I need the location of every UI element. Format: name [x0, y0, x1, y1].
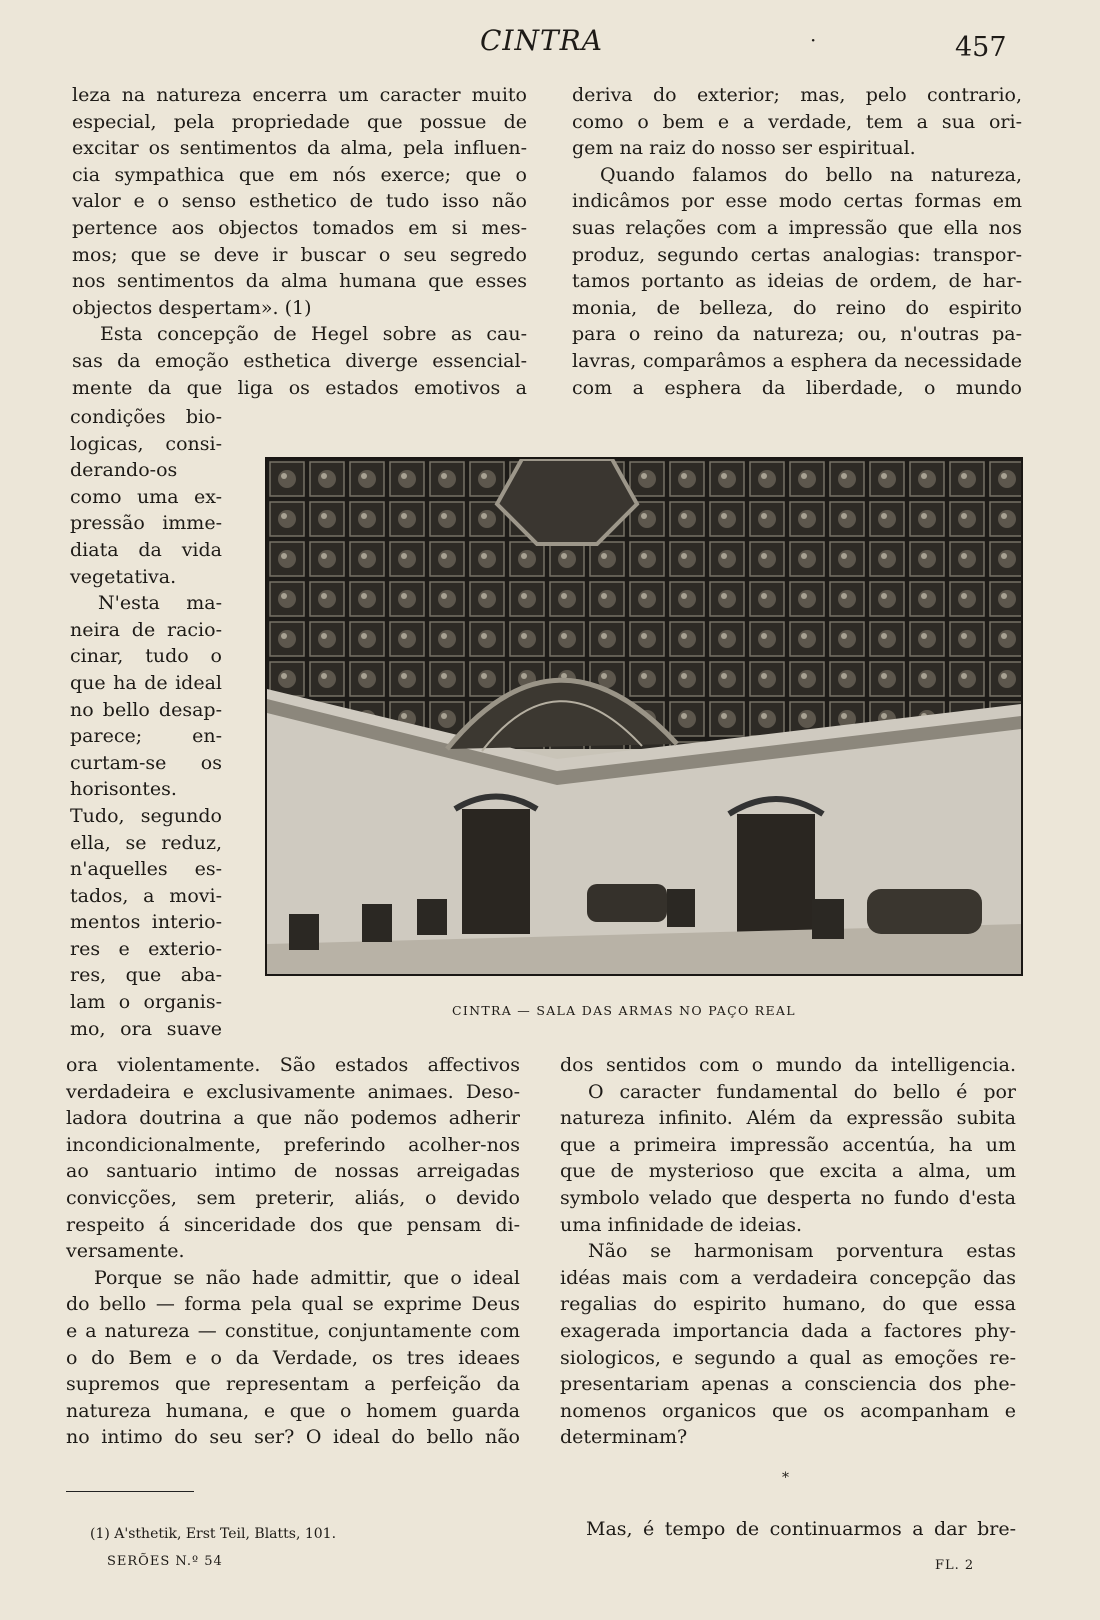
- bottom-right-column: [560, 1052, 1016, 1451]
- text-line: vegetativa.: [70, 565, 177, 588]
- text-line: condições bio-: [70, 406, 222, 428]
- text-line: cia sympathica que em nós exerce; que o: [72, 163, 527, 186]
- text-line: N'esta ma-: [98, 592, 222, 615]
- text-line: natureza infinito. Além da expressão subita: [560, 1107, 1016, 1130]
- text-line: respeito á sinceridade dos que pensam di-: [66, 1213, 520, 1236]
- text-line: do bello — forma pela qual se exprime Deus: [66, 1293, 520, 1316]
- text-line: verdadeira e exclusivamente animaes. Deso-: [66, 1080, 520, 1103]
- text-line: idéas mais com a verdadeira concepção das: [560, 1266, 1016, 1289]
- text-line: horisontes.: [70, 778, 177, 801]
- text-line: tamos portanto as ideias de ordem, de har-: [572, 270, 1022, 293]
- sala-das-armas-photograph: [265, 457, 1023, 976]
- text-line: parece; en-: [70, 725, 222, 748]
- text-line: presentariam apenas a consciencia dos phe-: [560, 1373, 1016, 1396]
- text-line: mentos interio-: [70, 911, 222, 934]
- text-line: tados, a movi-: [70, 884, 222, 907]
- text-line: logicas, consi-: [70, 432, 222, 455]
- continuation-line: Mas, é tempo de continuarmos a dar bre-: [586, 1518, 1016, 1540]
- page-number: 457: [955, 32, 1007, 63]
- folio-mark: FL. 2: [935, 1558, 975, 1573]
- text-line: lam o organis-: [70, 991, 222, 1014]
- text-line: indicâmos por esse modo certas formas em: [572, 190, 1022, 213]
- text-line: n'aquelles es-: [70, 858, 222, 881]
- text-line: mos; que se deve ir buscar o seu segredo: [72, 243, 527, 266]
- text-line: objectos despertam». (1): [72, 296, 312, 319]
- text-line: que a primeira impressão accentúa, ha um: [560, 1133, 1016, 1156]
- text-line: exagerada importancia dada a factores phy-: [560, 1319, 1016, 1342]
- text-line: como uma ex-: [70, 485, 222, 508]
- text-line: Quando falamos do bello na natureza,: [600, 163, 1022, 186]
- text-line: no intimo do seu ser? O ideal do bello não: [66, 1426, 520, 1449]
- text-line: lavras, comparâmos a esphera da necessidade: [572, 349, 1022, 372]
- text-line: no bello desap-: [70, 698, 222, 721]
- text-line: valor e o senso esthetico de tudo isso não: [72, 190, 527, 213]
- text-line: O caracter fundamental do bello é por: [588, 1080, 1016, 1103]
- text-line: especial, pela propriedade que possue de: [72, 110, 527, 133]
- text-line: res e exterio-: [70, 937, 222, 960]
- text-line: e a natureza — constitue, conjuntamente com: [66, 1319, 520, 1342]
- text-line: excitar os sentimentos da alma, pela influen-: [72, 137, 527, 160]
- text-line: Esta concepção de Hegel sobre as cau-: [100, 323, 527, 346]
- text-line: monia, de belleza, do reino do espirito: [572, 296, 1022, 319]
- signature-mark: SERÕES N.º 54: [107, 1554, 223, 1569]
- text-line: mente da que liga os estados emotivos a: [72, 376, 527, 399]
- text-line: natureza humana, e que o homem guarda: [66, 1399, 520, 1422]
- text-line: ora violentamente. São estados affectivos: [66, 1054, 520, 1076]
- footnote-rule: [66, 1491, 194, 1492]
- text-line: Tudo, segundo: [70, 804, 222, 827]
- figure-caption: CINTRA — SALA DAS ARMAS NO PAÇO REAL: [452, 1003, 796, 1018]
- text-line: ao santuario intimo de nossas arreigadas: [66, 1160, 520, 1183]
- text-line: uma infinidade de ideias.: [560, 1213, 802, 1236]
- section-separator: *: [782, 1470, 789, 1486]
- text-line: determinam?: [560, 1426, 688, 1449]
- text-line: ella, se reduz,: [70, 831, 222, 854]
- text-line: produz, segundo certas analogias: transpor-: [572, 243, 1022, 266]
- text-line: Porque se não hade admittir, que o ideal: [94, 1266, 520, 1289]
- text-line: curtam-se os: [70, 751, 222, 774]
- text-line: siologicos, e segundo a qual as emoções re-: [560, 1346, 1016, 1369]
- text-line: ladora doutrina a que não podemos adherir: [66, 1107, 520, 1130]
- text-line: deriva do exterior; mas, pelo contrario,: [572, 84, 1022, 106]
- text-line: que ha de ideal: [70, 671, 222, 694]
- text-line: pertence aos objectos tomados em si mes-: [72, 216, 527, 239]
- text-line: neira de racio-: [70, 618, 222, 641]
- text-line: supremos que representam a perfeição da: [66, 1373, 520, 1396]
- text-line: com a esphera da liberdade, o mundo: [572, 376, 1022, 399]
- bottom-left-column: [66, 1052, 520, 1451]
- text-line: mo, ora suave: [70, 1017, 222, 1040]
- text-line: suas relações com a impressão que ella nos: [572, 216, 1022, 239]
- text-line: que de mysterioso que excita a alma, um: [560, 1160, 1016, 1183]
- text-line: gem na raiz do nosso ser espiritual.: [572, 137, 916, 160]
- text-line: sas da emoção esthetica diverge essencial-: [72, 349, 527, 372]
- top-right-column: [572, 82, 1022, 401]
- text-line: symbolo velado que desperta no fundo d'esta: [560, 1186, 1016, 1209]
- text-line: diata da vida: [70, 538, 222, 561]
- text-line: versamente.: [66, 1240, 185, 1263]
- text-line: para o reino da natureza; ou, n'outras pa-: [572, 323, 1022, 346]
- narrow-left-column: [70, 404, 222, 1042]
- text-line: incondicionalmente, preferindo acolher-nos: [66, 1133, 520, 1156]
- text-line: como o bem e a verdade, tem a sua ori-: [572, 110, 1022, 133]
- header-dot: ·: [810, 28, 817, 52]
- text-line: leza na natureza encerra um caracter muito: [72, 84, 527, 106]
- text-line: Não se harmonisam porventura estas: [588, 1240, 1016, 1263]
- footnote: (1) A'sthetik, Erst Teil, Blatts, 101.: [90, 1526, 337, 1542]
- text-line: nos sentimentos da alma humana que esses: [72, 270, 527, 293]
- text-line: nomenos organicos que os acompanham e: [560, 1399, 1016, 1422]
- text-line: res, que aba-: [70, 964, 222, 987]
- running-title: CINTRA: [480, 24, 603, 57]
- text-line: o do Bem e o da Verdade, os tres ideaes: [66, 1346, 520, 1369]
- text-line: regalias do espirito humano, do que essa: [560, 1293, 1016, 1316]
- text-line: pressão imme-: [70, 512, 222, 535]
- text-line: cinar, tudo o: [70, 645, 222, 668]
- text-line: derando-os: [70, 459, 178, 482]
- top-left-column: [72, 82, 527, 401]
- text-line: convicções, sem preterir, aliás, o devido: [66, 1186, 520, 1209]
- text-line: dos sentidos com o mundo da intelligencia.: [560, 1054, 1016, 1076]
